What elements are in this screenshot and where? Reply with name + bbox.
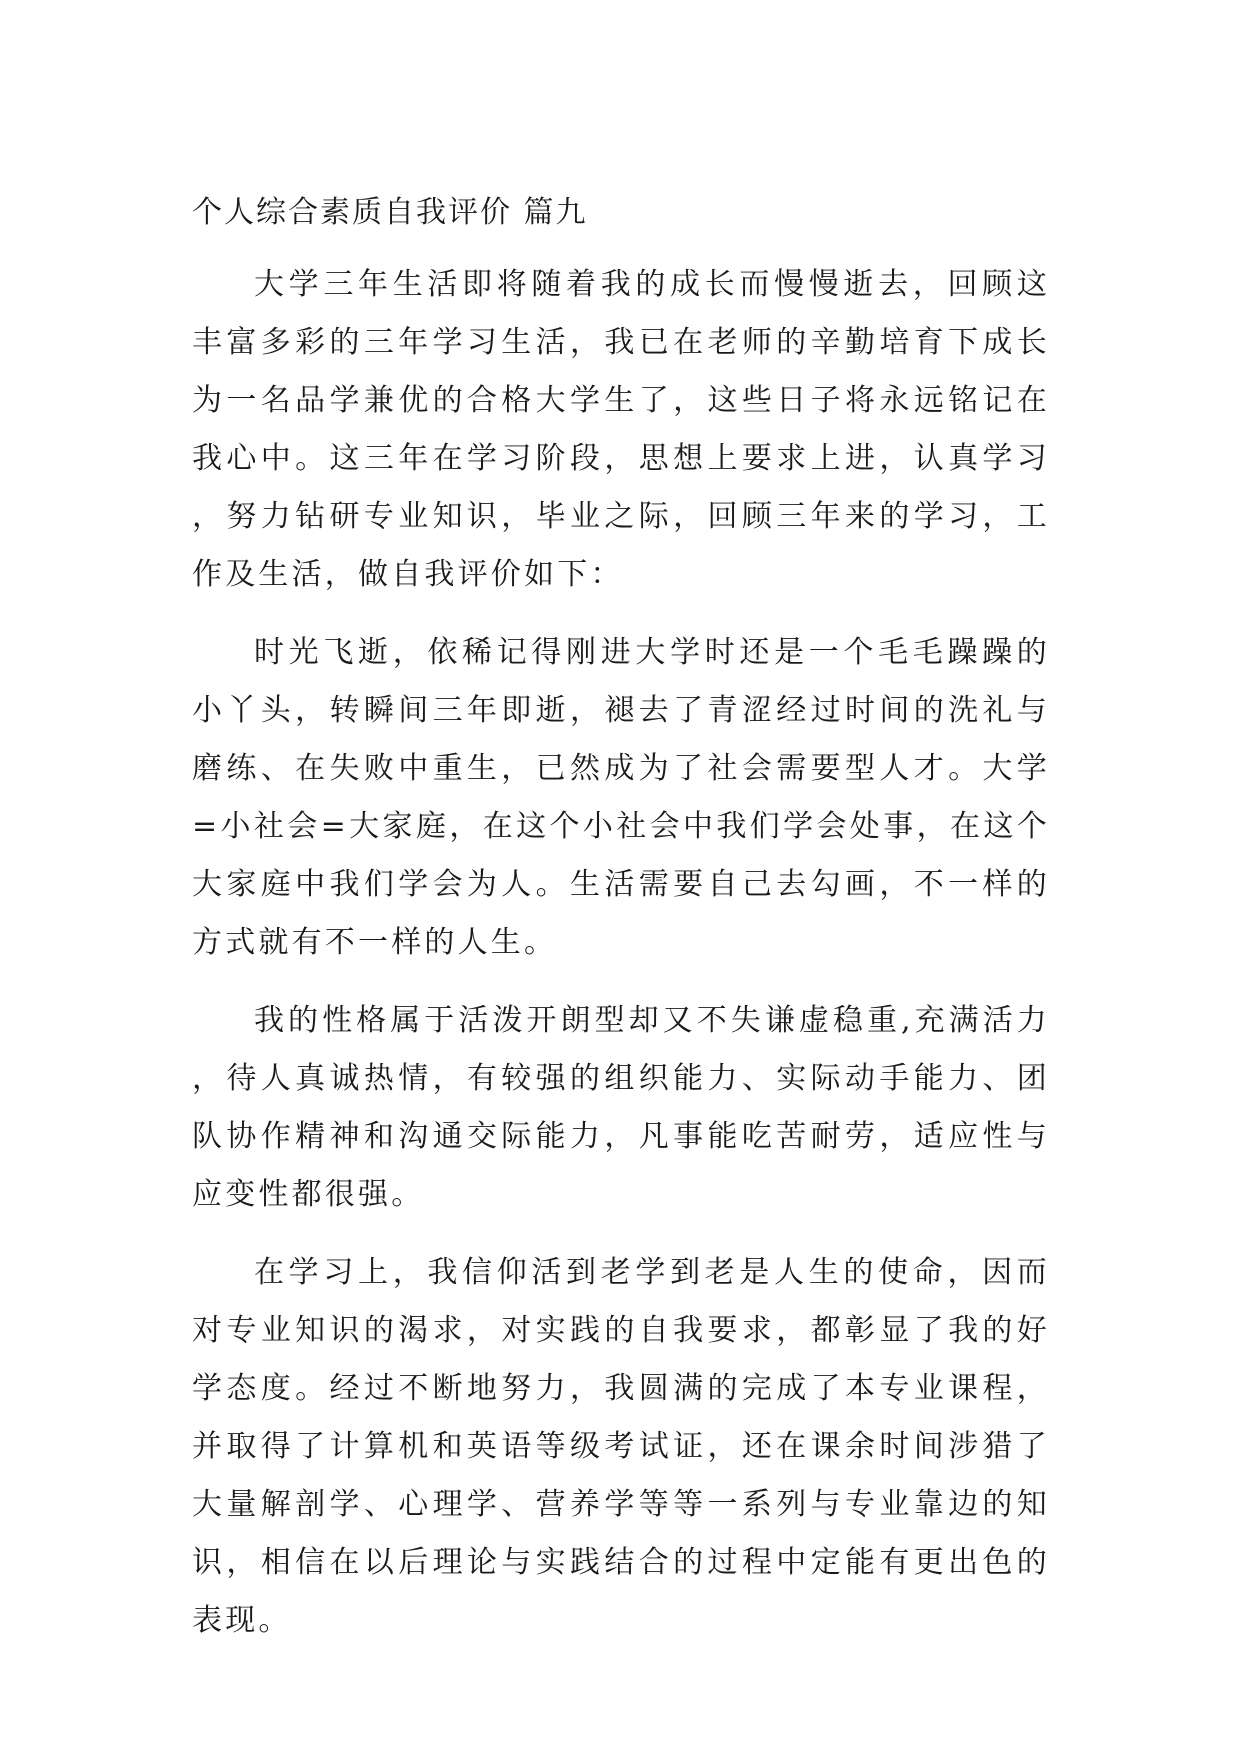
document-body — [192, 184, 1050, 1650]
paragraph-personality: 我的性格属于活泼开朗型却又不失谦虚稳重,充满活力，待人真诚热情，有较强的组织能力、实际动手能力、团队协作精神和沟通交际能力，凡事能吃苦耐劳，适应性与应变性都很强。 — [192, 1003, 1050, 1212]
document-title: 个人综合素质自我评价 篇九 — [192, 195, 588, 230]
paragraph-intro: 大学三年生活即将随着我的成长而慢慢逝去，回顾这丰富多彩的三年学习生活，我已在老师的辛勤培育下成长为一名品学兼优的合格大学生了，这些日子将永远铭记在我心中。这三年在学习阶段，思想上要求上进，认真学习，努力钻研专业知识，毕业之际，回顾三年来的学习，工作及生活，做自我评价如下： — [192, 267, 1050, 592]
paragraph-growth: 时光飞逝，依稀记得刚进大学时还是一个毛毛躁躁的小丫头，转瞬间三年即逝，褪去了青涩经过时间的洗礼与磨练、在失败中重生，已然成为了社会需要型人才。大学=小社会=大家庭，在这个小社会中我们学会处事，在这个大家庭中我们学会为人。生活需要自己去勾画，不一样的方式就有不一样的人生。 — [192, 635, 1050, 960]
paragraph-study: 在学习上，我信仰活到老学到老是人生的使命，因而对专业知识的渴求，对实践的自我要求，都彰显了我的好学态度。经过不断地努力，我圆满的完成了本专业课程，并取得了计算机和英语等级考试证，还在课余时间涉猎了大量解剖学、心理学、营养学等等一系列与专业靠边的知识，相信在以后理论与实践结合的过程中定能有更出色的表现。 — [192, 1255, 1050, 1638]
